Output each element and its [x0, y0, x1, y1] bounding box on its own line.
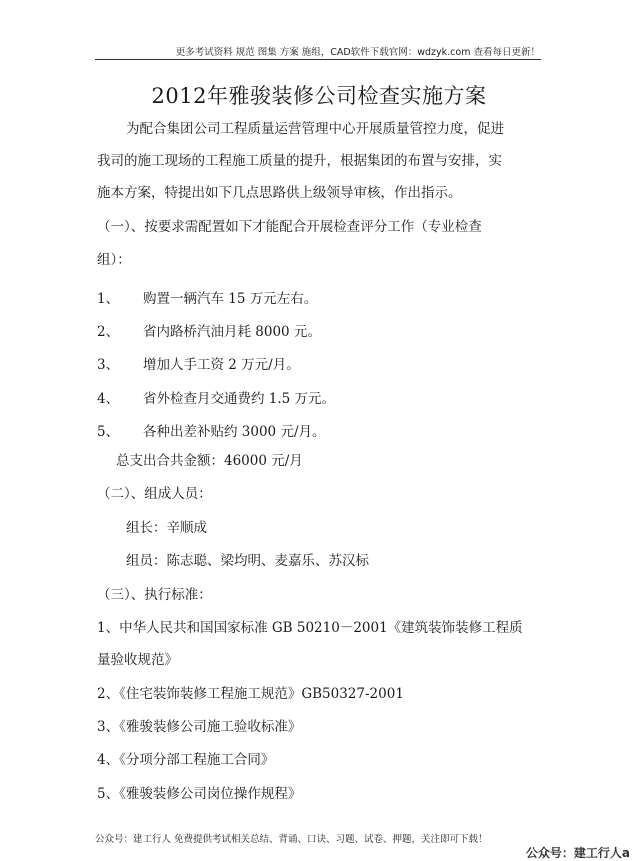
list-item: 省外检查月交通费约 1.5 万元。: [143, 391, 336, 407]
item-number: 4、: [97, 391, 120, 407]
item-number: 3、: [97, 357, 120, 373]
list-item: 购置一辆汽车 15 万元左右。: [143, 291, 318, 307]
standard-1: 1、中华人民共和国国家标准 GB 50210－2001《建筑装饰装修工程质: [97, 620, 523, 636]
list-item: 增加人手工资 2 万元/月。: [143, 357, 300, 373]
list-item: 省内路桥汽油月耗 8000 元。: [143, 324, 321, 340]
team-members: 组员：陈志聪、梁均明、麦嘉乐、苏汉标: [126, 553, 369, 569]
item-number: 1、: [97, 291, 120, 307]
section1-heading-cont: 组）：: [97, 252, 131, 268]
intro-line-2: 我司的施工现场的工程施工质量的提升，根据集团的布置与安排，实: [97, 153, 502, 169]
intro-line-1: 为配合集团公司工程质量运营管理中心开展质量管控力度，促进: [126, 121, 504, 137]
section2-heading: （二）、组成人员：: [97, 486, 212, 502]
intro-line-3: 施本方案，特提出如下几点思路供上级领导审核，作出指示。: [97, 185, 462, 201]
section3-heading: （三）、执行标准：: [97, 587, 212, 603]
standard-4: 4、《分项分部工程施工合同》: [97, 752, 275, 768]
section1-heading: （一）、按要求需配置如下才能配合开展检查评分工作（专业检查: [97, 219, 482, 235]
header-note: 更多考试资料 规范 图集 方案 施组，CAD软件下载官网：wdzyk.com 查看每日更新！: [175, 47, 540, 58]
standard-3: 3、《雅骏装修公司施工验收标准》: [97, 719, 302, 735]
standard-1-cont: 量验收规范》: [97, 652, 178, 668]
watermark: 公众号：建工行人a: [525, 846, 630, 860]
total-amount: 总支出合共金额：46000 元/月: [116, 453, 303, 469]
standard-5: 5、《雅骏装修公司岗位操作规程》: [97, 786, 302, 802]
item-number: 2、: [97, 324, 120, 340]
document-title: 2012年雅骏装修公司检查实施方案: [151, 84, 487, 108]
list-item: 各种出差补贴约 3000 元/月。: [143, 424, 326, 440]
team-leader: 组长：辛顺成: [126, 520, 207, 536]
item-number: 5、: [97, 424, 120, 440]
header-rule: [95, 59, 541, 60]
standard-2: 2、《住宅装饰装修工程施工规范》GB50327-2001: [97, 686, 404, 702]
footer-note: 公众号：建工行人 免费提供考试相关总结、背诵、口诀、习题、试卷、押题，关注即可下载！: [95, 834, 488, 845]
